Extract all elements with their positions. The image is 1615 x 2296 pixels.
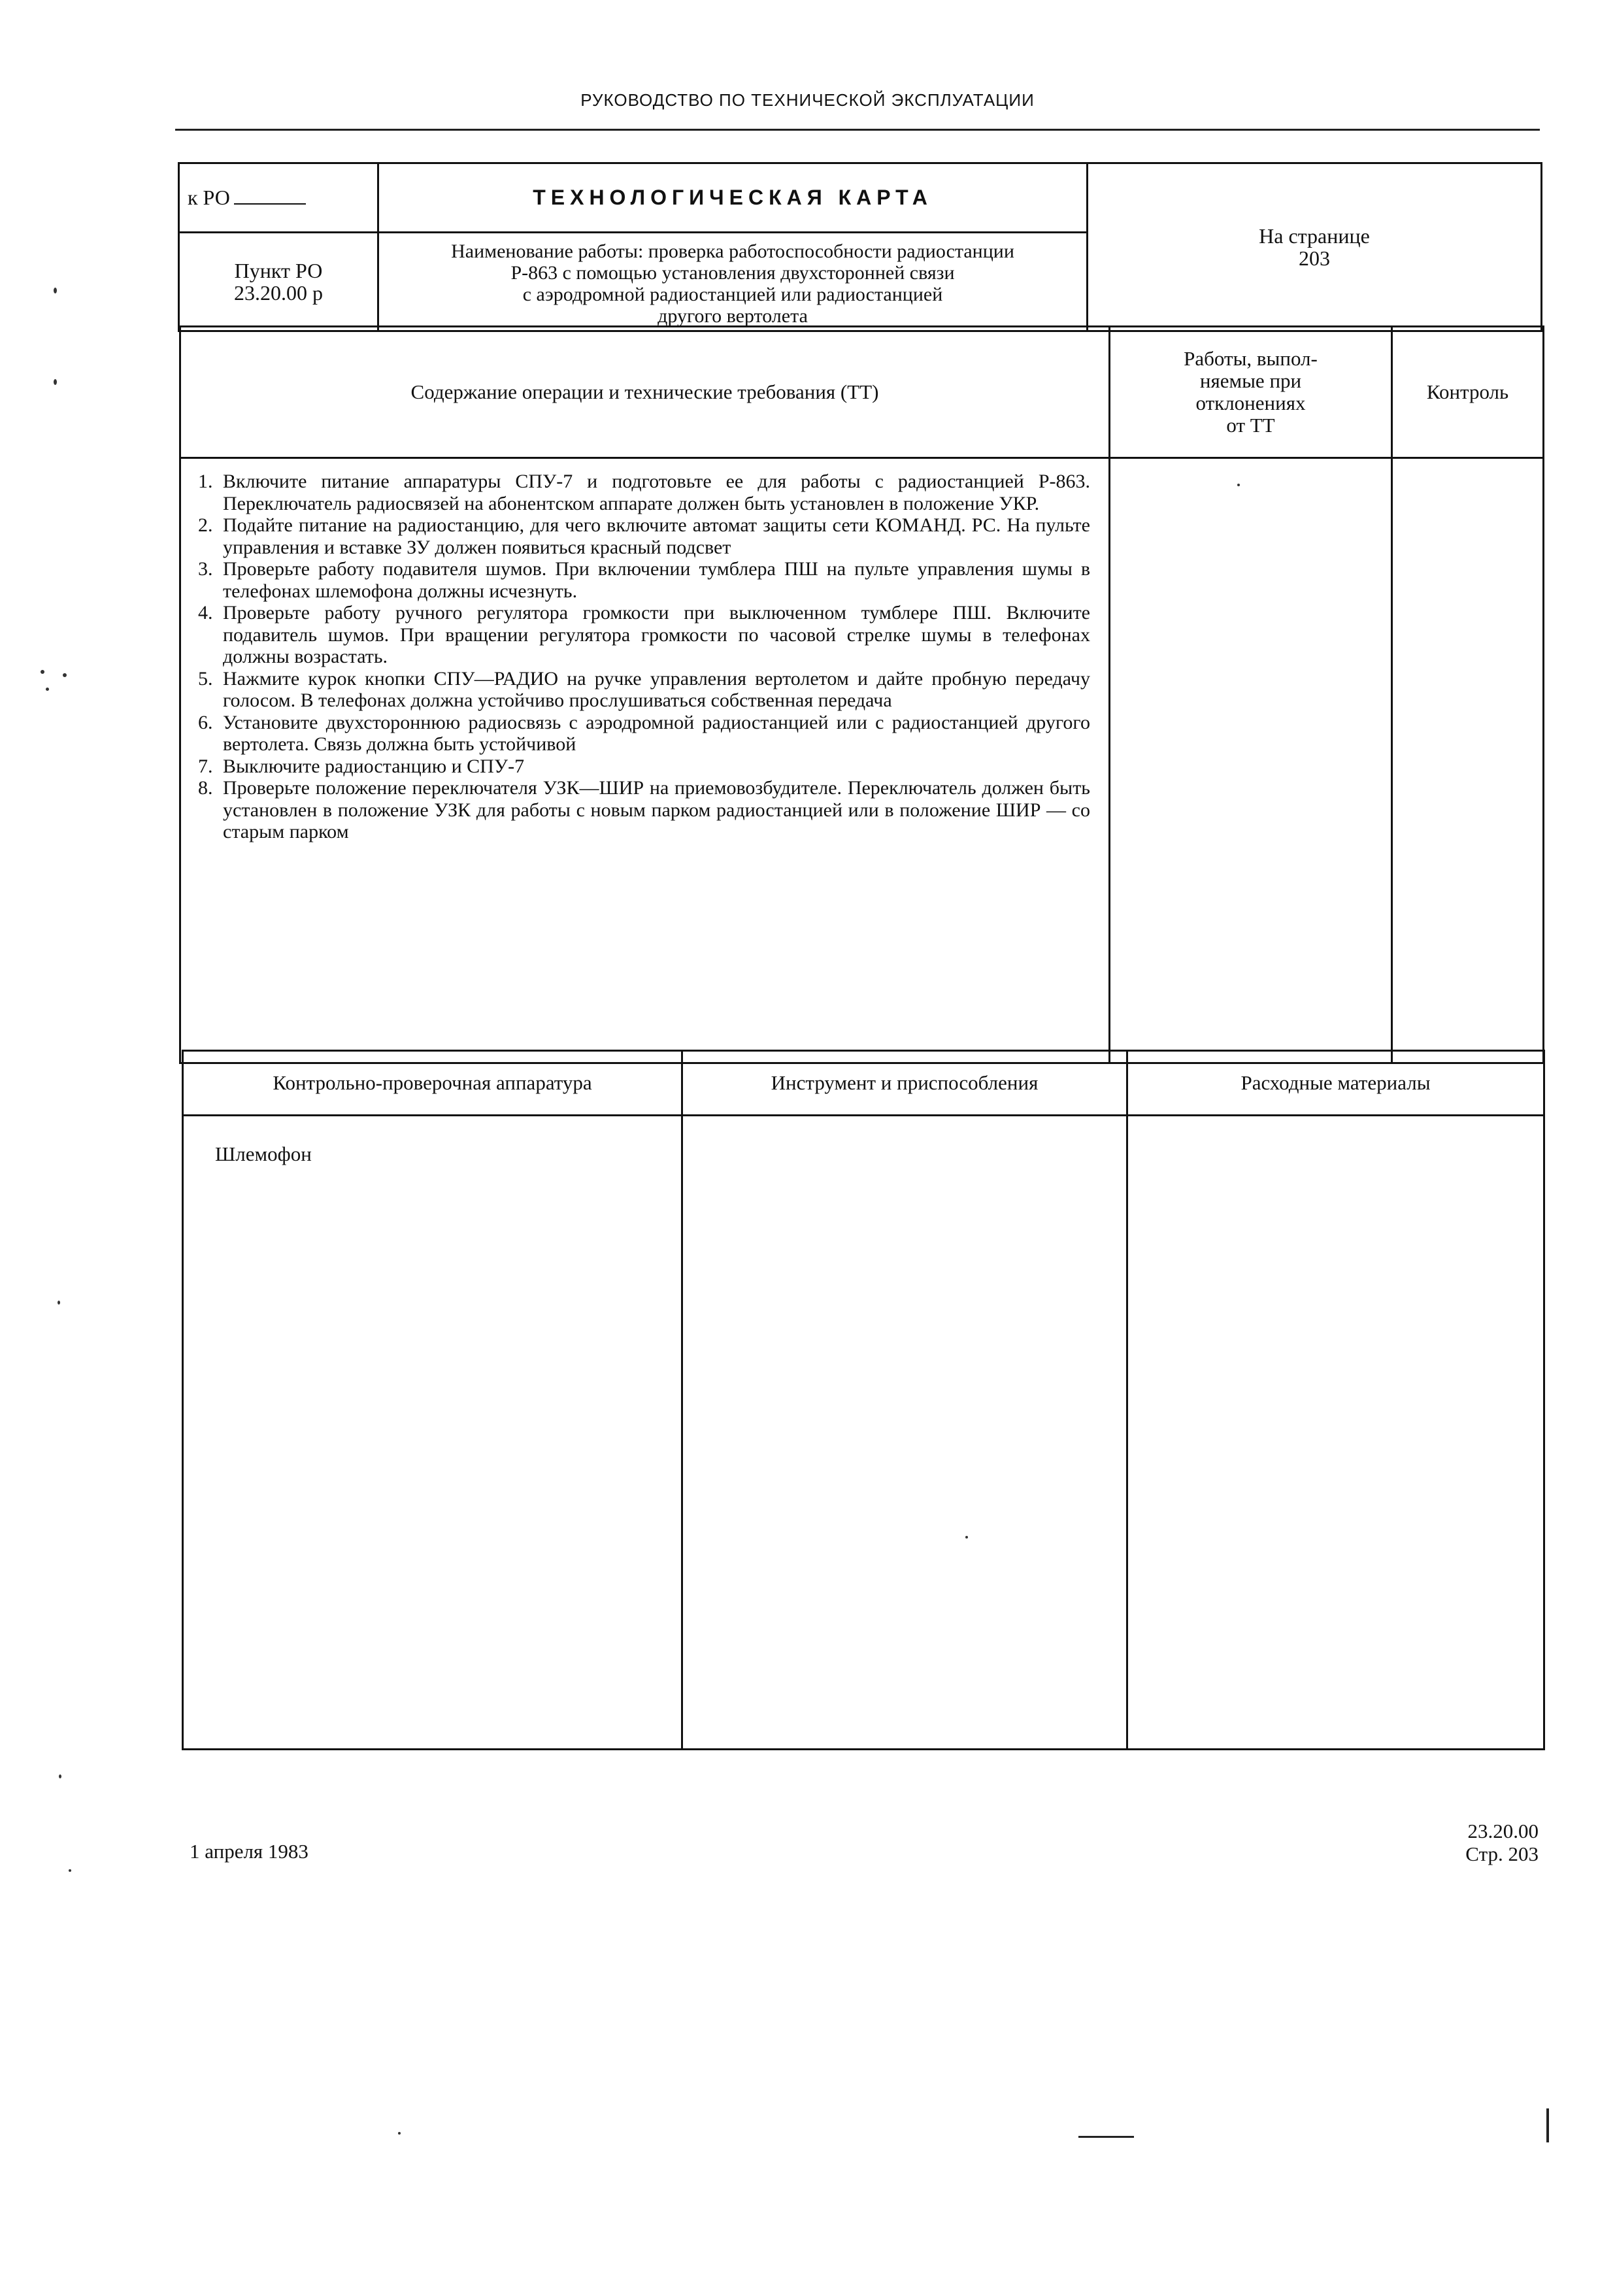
col-deviation-line: от ТТ <box>1226 414 1275 437</box>
footer-page: Стр. 203 <box>1465 1842 1539 1865</box>
scan-speck <box>46 688 49 691</box>
operations-content-cell <box>180 458 1110 1063</box>
step-number: 3. <box>198 558 213 580</box>
work-name-cell <box>378 233 1088 331</box>
page-ref-cell <box>1088 163 1542 331</box>
card-header-table <box>178 162 1542 332</box>
operation-step <box>194 558 1090 602</box>
footer-date: 1 апреля 1983 <box>190 1840 308 1863</box>
work-name-line: с аэродромной радиостанцией или радиостанцией <box>522 284 943 305</box>
col-deviation-line: Работы, выпол- <box>1184 347 1318 370</box>
operation-step <box>194 602 1090 668</box>
step-text: Включите питание аппаратуры СПУ-7 и подготовьте ее для работы с радиостанцией Р-863. Переключатель радиосвязей на абонентском аппарате должен быть установлен в положение УКР. <box>223 471 1090 514</box>
scan-speck <box>69 1869 71 1872</box>
step-number: 5. <box>198 667 213 690</box>
step-number: 7. <box>198 755 213 777</box>
scan-speck <box>965 1536 968 1539</box>
scan-bar <box>1546 2108 1549 2142</box>
operation-step <box>194 514 1090 558</box>
scan-speck <box>54 379 57 385</box>
col-materials-header: Расходные материалы <box>1127 1051 1544 1116</box>
work-name-line: Наименование работы: проверка работоспособности радиостанции <box>451 241 1014 262</box>
col-deviation-header <box>1110 327 1392 458</box>
scan-speck <box>41 670 44 674</box>
operations-table <box>179 325 1544 1064</box>
scan-speck <box>59 1774 61 1778</box>
col-tools-header: Инструмент и приспособления <box>682 1051 1127 1116</box>
scan-speck <box>1237 484 1240 486</box>
col-deviation-line: няемые при <box>1199 369 1302 392</box>
k-ro-label: к РО <box>188 186 230 209</box>
header-rule <box>175 129 1540 131</box>
deviation-cell <box>1110 458 1392 1063</box>
operation-step <box>194 712 1090 756</box>
tools-cell <box>682 1116 1127 1750</box>
punkt-value: 23.20.00 р <box>234 281 323 305</box>
scan-speck <box>398 2132 401 2135</box>
document-header: РУКОВОДСТВО ПО ТЕХНИЧЕСКОЙ ЭКСПЛУАТАЦИИ <box>580 90 1035 110</box>
step-number: 2. <box>198 514 213 536</box>
step-text: Установите двухстороннюю радиосвязь с аэродромной радиостанцией или с радиостанцией другого вертолета. Связь должна быть устойчивой <box>223 711 1090 755</box>
footer-page-number <box>1465 1820 1539 1865</box>
punkt-cell <box>179 233 378 331</box>
page-ref-label: На странице <box>1259 224 1370 248</box>
equipment-cell <box>183 1116 682 1750</box>
col-control-header: Контроль <box>1392 327 1544 458</box>
step-text: Подайте питание на радиостанцию, для чего включите автомат защиты сети КОМАНД. РС. На пульте управления и вставке ЗУ должен появиться красный подсвет <box>223 514 1090 558</box>
materials-cell <box>1127 1116 1544 1750</box>
step-text: Проверьте работу ручного регулятора громкости при выключенном тумблере ПШ. Включите подавитель шумов. При вращении регулятора громкости по часовой стрелке шумы в телефонах должны возрастать. <box>223 602 1090 667</box>
resources-table <box>182 1050 1545 1750</box>
scan-dash <box>1078 2136 1134 2138</box>
step-number: 4. <box>198 602 213 624</box>
operation-step <box>194 471 1090 514</box>
scan-speck <box>58 1301 60 1305</box>
work-name-line: Р-863 с помощью установления двухсторонней связи <box>510 262 955 284</box>
col-equipment-header: Контрольно-проверочная аппаратура <box>183 1051 682 1116</box>
operation-step <box>194 777 1090 843</box>
operation-step <box>194 756 1090 778</box>
step-text: Выключите радиостанцию и СПУ-7 <box>223 755 525 777</box>
scan-speck <box>54 288 57 293</box>
control-cell <box>1392 458 1544 1063</box>
operation-step <box>194 668 1090 712</box>
col-deviation-line: отклонениях <box>1195 391 1306 414</box>
operations-list <box>194 471 1090 843</box>
step-text: Проверьте работу подавителя шумов. При включении тумблера ПШ на пульте управления шумы в телефонах шлемофона должны исчезнуть. <box>223 558 1090 602</box>
card-title: ТЕХНОЛОГИЧЕСКАЯ КАРТА <box>378 163 1088 233</box>
punkt-label: Пункт РО <box>234 259 323 282</box>
k-ro-cell <box>179 163 378 233</box>
work-name-line: другого вертолета <box>658 305 808 327</box>
k-ro-blank <box>234 186 306 205</box>
col-content-header: Содержание операции и технические требования (ТТ) <box>180 327 1110 458</box>
step-text: Нажмите курок кнопки СПУ—РАДИО на ручке управления вертолетом и дайте пробную передачу голосом. В телефонах должна устойчиво прослушиваться собственная передача <box>223 667 1090 711</box>
equipment-value: Шлемофон <box>215 1142 312 1165</box>
step-number: 6. <box>198 711 213 733</box>
step-number: 8. <box>198 777 213 799</box>
footer-section: 23.20.00 <box>1467 1820 1539 1842</box>
scan-speck <box>63 673 67 677</box>
step-text: Проверьте положение переключателя УЗК—ШИР на приемовозбудителе. Переключатель должен быть установлен в положение УЗК для работы с новым парком радиостанцией или в положение ШИР — со старым парком <box>223 777 1090 842</box>
page-ref-value: 203 <box>1299 246 1330 270</box>
step-number: 1. <box>198 471 213 492</box>
